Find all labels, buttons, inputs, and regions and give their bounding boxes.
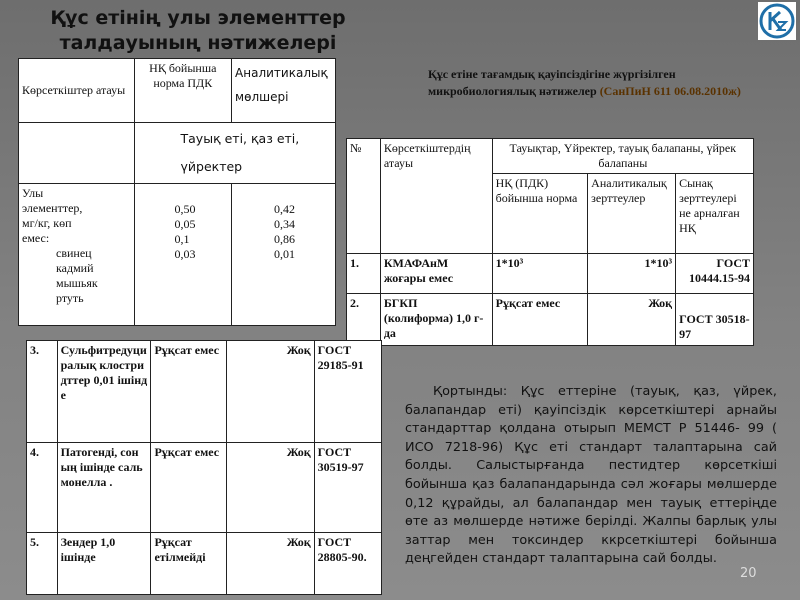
row-norm: Рұқсат емес: [151, 341, 226, 443]
measured-value: 0,86: [274, 232, 296, 246]
header-method: Сынақ зерттеулері не арналған НҚ: [676, 174, 754, 254]
measured-value: 0,01: [274, 247, 296, 261]
element-name: кадмий: [56, 261, 94, 275]
row-analysis: 1*10³: [588, 254, 676, 294]
row-norm: 1*10³: [492, 254, 588, 294]
header-group: Тауықтар, Үйректер, тауық балапаны, үйрек балапаны: [492, 139, 753, 174]
table-row: [347, 294, 754, 346]
row-analysis: Жоқ: [588, 294, 676, 346]
kz-logo-icon: [758, 2, 796, 40]
row-analysis: Жоқ: [226, 443, 314, 533]
measured-value: 0,34: [274, 217, 296, 231]
conclusion-paragraph: [405, 383, 777, 569]
header-num: №: [347, 139, 381, 254]
element-name: свинец: [56, 246, 92, 260]
row-name: БГКП (колиформа) 1,0 г-да: [380, 294, 492, 346]
measured-value: 0,42: [274, 202, 296, 216]
row-num: 4.: [27, 443, 58, 533]
row-num: 5.: [27, 533, 58, 595]
header-name: Көрсеткіштердің атауы: [380, 139, 492, 254]
row-norm: Рұқсат емес: [492, 294, 588, 346]
element-name: мышьяк: [56, 276, 98, 290]
row-method: ГОСТ 30519-97: [314, 443, 381, 533]
row-name: КМАФАнМ жоғары емес: [380, 254, 492, 294]
norm-values: [134, 184, 232, 326]
conclusion-text: Қортынды: Құс еттеріне (тауық, қаз, үйрек, балапандар еті) қауіпсіздік көрсеткіштері арнайы стандарттар қолдана отырып МЕМСТ Р 51446- 99 ( ИСО 7218-96) Құс еті стандарт талаптарына сай болды. Салыстырғанда пестидтер көрсеткіші бойынша қаз балапандарында сәл жоғары мөлшерде 0,12 құрайды, ал балапандар мен тауық еттеріңде өте аз мөлшерде нәтиже берілді. Жалпы барлық улы заттар мен токсиндер ккрсеткіштері бойынша деңгейден стандарт талаптарына сай болды.: [405, 384, 777, 567]
row-analysis: Жоқ: [226, 341, 314, 443]
table-row: [347, 254, 754, 294]
header-norm: НҚ (ПДК) бойынша норма: [492, 174, 588, 254]
micro-subheading: [428, 66, 758, 100]
row-num: 1.: [347, 254, 381, 294]
section-label: Тауық еті, қаз еті, үйректер: [134, 123, 335, 184]
micro-table-continued: [26, 340, 382, 595]
row-name: Зендер 1,0 ішінде: [57, 533, 151, 595]
row-method: ГОСТ 28805-90.: [314, 533, 381, 595]
row-norm: Рұқсат емес: [151, 443, 226, 533]
row-num: 3.: [27, 341, 58, 443]
row-name: Патогенді, соның ішінде сальмонелла .: [57, 443, 151, 533]
norm-value: 0,50: [174, 202, 196, 216]
header-measured: Аналитикалық мөлшері: [232, 59, 336, 123]
element-name: ртуть: [56, 291, 84, 305]
row-label-cell: [19, 184, 135, 326]
header-analysis: Аналитикалық зерттеулер: [588, 174, 676, 254]
page-title: [18, 6, 378, 56]
toxic-elements-table: [18, 58, 336, 326]
table-row: [27, 533, 382, 595]
micro-table: [346, 138, 754, 346]
norm-value: 0,1: [174, 232, 190, 246]
measured-values: [232, 184, 336, 326]
table-row: [27, 443, 382, 533]
row-method: ГОСТ 30518-97: [676, 294, 754, 346]
row-method: ГОСТ 29185-91: [314, 341, 381, 443]
title-line-2: талдауының нәтижелері: [59, 32, 337, 54]
title-line-1: Құс етінің улы элементтер: [50, 7, 346, 29]
row-norm: Рұқсат етілмейді: [151, 533, 226, 595]
row-label-line: мг/кг, көп: [22, 216, 72, 230]
norm-value: 0,03: [174, 247, 196, 261]
header-norm: НҚ бойынша норма ПДК: [134, 59, 232, 123]
section-empty: [19, 123, 135, 184]
row-label-line: Улы: [22, 186, 44, 200]
row-method: ГОСТ 10444.15-94: [676, 254, 754, 294]
subheading-ref: (СанПиН 611 06.08.2010ж): [599, 84, 741, 98]
norm-value: 0,05: [174, 217, 196, 231]
row-analysis: Жоқ: [226, 533, 314, 595]
row-num: 2.: [347, 294, 381, 346]
row-label-line: емес:: [22, 231, 50, 245]
page-number: 20: [740, 566, 757, 581]
row-name: Сульфитредуциралық клостридттер 0,01 ішінде: [57, 341, 151, 443]
table-row: [27, 341, 382, 443]
subheading-text: Құс етіне тағамдық қауіпсіздігіне жүргізілген микробиологиялық нәтижелер: [428, 67, 676, 98]
header-indicator: Көрсеткіштер атауы: [19, 59, 135, 123]
row-label-line: элементтер,: [22, 201, 83, 215]
